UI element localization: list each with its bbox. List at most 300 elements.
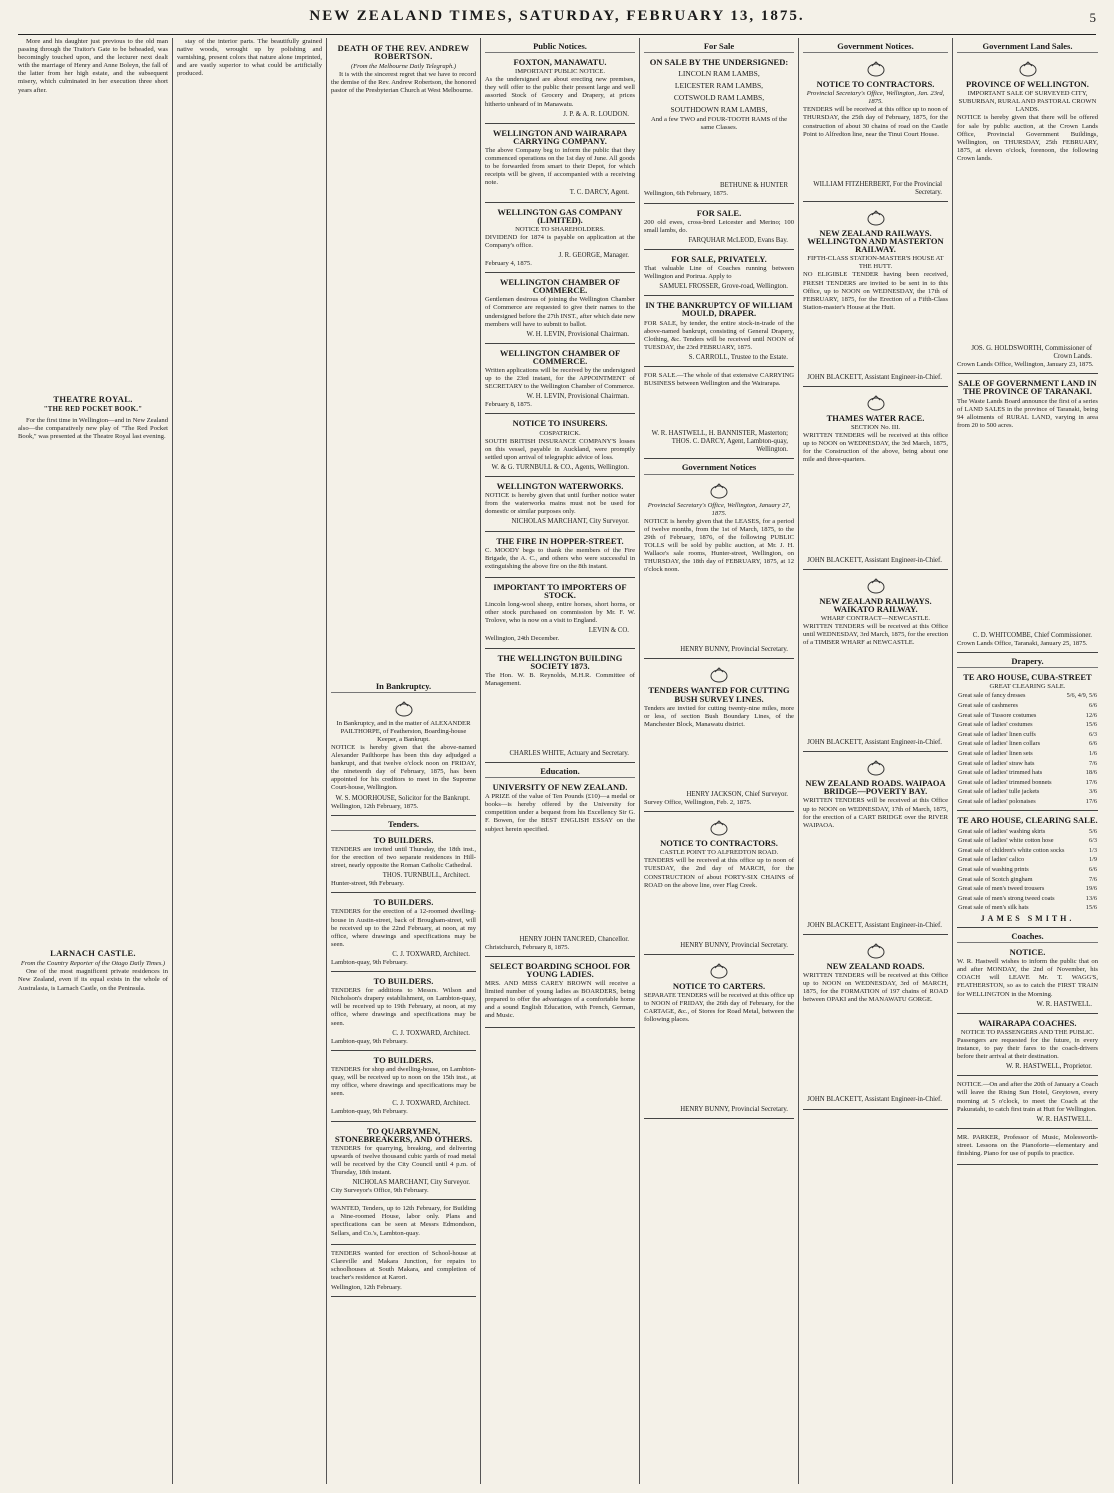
date: Lambton-quay, 9th February. <box>331 1037 408 1045</box>
coat-of-arms-icon <box>707 819 731 837</box>
ad-subtitle: IMPORTANT PUBLIC NOTICE. <box>515 68 605 76</box>
ad-title: PROVINCE OF WELLINGTON. <box>966 79 1089 90</box>
ad-body: As the undersigned are about erecting new premises, they will offer to the public their present large and well assorted Stock of Grocery and Drapery, at prices hitherto unheard of in Manawatu. <box>485 76 635 108</box>
bankruptcy-body: NOTICE is hereby given that the above-named Alexander Pailthorpe has been this day adjudged a bankrupt, and that twelve o'clock noon on FRIDAY, the nineteenth day of February, 1875, has been appointed for his creditors to meet in the Supreme Court-house, Wellington. <box>331 743 476 792</box>
stock-item: LEICESTER RAM LAMBS, <box>674 81 764 91</box>
coach-notice <box>957 945 1098 1014</box>
tender-ad <box>331 1053 476 1122</box>
item-name: Great sale of ladies' straw hats <box>958 759 1035 767</box>
item-price: 15/6 <box>1085 904 1097 912</box>
coat-of-arms-icon <box>707 482 731 500</box>
price-row <box>957 787 1098 797</box>
ad-title: TENDERS WANTED FOR CUTTING BUSH SURVEY LINES. <box>648 685 790 704</box>
ad-title: WAIRARAPA COACHES. <box>978 1017 1077 1028</box>
ad-title: NOTICE TO CARTERS. <box>672 980 766 991</box>
ad-body: WRITTEN TENDERS will be received at this Office up to NOON on WEDNESDAY, 17th of March, 1875, for the erection of a CART BRIDGE over the RIVER WAIPAOA. <box>803 797 948 829</box>
ad-body: Gentlemen desirous of joining the Wellington Chamber of Commerce are requested to give their names to the undersigned before the 27th INST., after which date new members will have to submit to ballot. <box>485 296 635 328</box>
ad-body: TENDERS are invited until Thursday, the 18th inst., for the erection of two separate residences in Hill-street, nearly opposite the Roman Catholic Cathedral. <box>331 845 476 870</box>
article-source: From the Country Reporter of the Otago Daily Times.) <box>20 960 166 968</box>
tender-ad <box>331 974 476 1051</box>
ad-title: WELLINGTON CHAMBER OF COMMERCE. <box>499 347 621 366</box>
for-sale-ad <box>644 206 794 250</box>
item-price: 6/3 <box>1088 837 1097 845</box>
ad-body-continued <box>803 1006 948 1096</box>
ad-body-continued <box>644 1026 794 1106</box>
column-3 <box>326 38 476 1484</box>
ad-subtitle: NOTICE TO PASSENGERS AND THE PUBLIC. <box>960 1028 1095 1036</box>
stock-list <box>644 68 794 116</box>
signature: NICHOLAS MARCHANT, City Surveyor. <box>511 518 629 526</box>
item-price: 1/3 <box>1088 846 1097 854</box>
ad-subtitle: NOTICE TO SHAREHOLDERS. <box>515 225 605 233</box>
government-notice <box>803 937 948 1110</box>
signature: FARQUHAR McLEOD, Evans Bay. <box>688 236 788 244</box>
ad-body: TENDERS for shop and dwelling-house, on Lambton-quay, will be received up to noon on the 15th inst., at my office, where drawings and specifications may be seen. <box>331 1065 476 1098</box>
article-body: For the first time in Wellington—and in New Zealand also—the comparatively new play of "The Red Pocket Book," was presented at the Theatre Royal last evening. <box>18 416 168 441</box>
item-price: 6/6 <box>1088 865 1097 873</box>
ad-subtitle: WHARF CONTRACT—NEWCASTLE. <box>820 614 931 622</box>
price-list <box>957 827 1098 913</box>
ad-body: A PRIZE of the value of Ten Pounds (£10)—a medal or books—is hereby offered by the University for competition under a bequest from his Excellency Sir G. F. Bowen, for the BEST ENGLISH ESSAY on the subject herein specified. <box>485 793 635 833</box>
column-4 <box>480 38 635 1484</box>
date: Crown Lands Office, Wellington, January 23, 1875. <box>957 361 1094 369</box>
ad-body: MR. PARKER, Professor of Music, Molesworth-street. Lessons on the Pianoforte—elementary and finishing. Piano for use of pupils to practice. <box>957 1133 1098 1157</box>
section-heading-coaches: Coaches. <box>957 932 1098 943</box>
item-price: 5/6 <box>1088 827 1097 835</box>
public-notice <box>485 534 635 578</box>
item-price: 17/6 <box>1085 778 1097 786</box>
ad-extra: And a few TWO and FOUR-TOOTH RAMS of the same Classes. <box>650 116 787 132</box>
ad-title: TE ARO HOUSE, CLEARING SALE. <box>957 815 1098 826</box>
price-row <box>957 711 1098 721</box>
signature: JOHN BLACKETT, Assistant Engineer-in-Chief. <box>807 556 942 564</box>
item-name: Great sale of ladies' linen collars <box>958 740 1041 748</box>
price-row <box>957 691 1098 701</box>
ad-title: NEW ZEALAND RAILWAYS. WELLINGTON AND MASTERTON RAILWAY. <box>807 227 944 255</box>
section-heading-for-sale: For Sale <box>644 42 794 53</box>
item-price: 18/6 <box>1085 769 1097 777</box>
signature: W. R. HASTWELL. <box>1036 1115 1092 1123</box>
item-price: 3/6 <box>1088 788 1097 796</box>
signature: WILLIAM FITZHERBERT, For the Provincial Secretary. <box>813 180 942 196</box>
for-sale-ad <box>644 252 794 296</box>
coat-of-arms-icon <box>864 60 888 78</box>
item-price: 6/6 <box>1088 740 1097 748</box>
date: February 4, 1875. <box>485 260 532 268</box>
government-notice <box>803 389 948 570</box>
ad-body: TENDERS for additions to Messrs. Wilson and Nicholson's drapery establishment, on Lambton-quay, will be received up to 19th February, at noon, at my office, where drawings and specifications may be seen. <box>331 987 476 1027</box>
date: Lambton-quay, 9th February. <box>331 959 408 966</box>
ad-body: Written applications will be received by the undersigned up to the 23rd instant, for the APPOINTMENT of SECRETARY to the Wellington Chamber of Commerce. <box>485 367 635 391</box>
section-heading-government-notices: Government Notices <box>644 463 794 474</box>
section-heading-public-notices: Public Notices. <box>485 42 635 53</box>
ad-title: WELLINGTON GAS COMPANY (LIMITED). <box>497 206 623 225</box>
article-body-continued <box>331 98 476 678</box>
ad-body: Lincoln long-wool sheep, entire horses, short horns, or other stock purchased on commission by Mr. F. W. Trolove, who is now on a visit to England. <box>485 601 635 625</box>
ad-body: WANTED, Tenders, up to 12th February, for Building a Nine-roomed House, labor only. Plans and specifications can be seen at Messrs Edmondson, Sellars, and Co.'s, Lambton-quay. <box>331 1205 476 1237</box>
item-name: Great sale of fancy dresses <box>958 692 1026 700</box>
stock-item: LINCOLN RAM LAMBS, <box>678 69 760 79</box>
signature: JOHN BLACKETT, Assistant Engineer-in-Chief. <box>807 921 942 929</box>
drapery-ad <box>957 670 1098 811</box>
page-number: 5 <box>1089 10 1096 25</box>
item-name: Great sale of ladies' tulle jackets <box>958 788 1040 796</box>
newspaper-columns <box>18 38 1098 1484</box>
ad-body: TENDERS for quarrying, breaking, and delivering upwards of twelve thousand cubic yards of road metal will be received by the City Council until 4 p.m. of Thursday, 18th instant. <box>331 1144 476 1176</box>
signature: S. CARROLL, Trustee to the Estate. <box>688 353 788 361</box>
ad-body-continued <box>803 314 948 374</box>
item-name: Great sale of ladies' white cotton hose <box>958 837 1054 845</box>
price-list <box>957 691 1098 806</box>
coat-of-arms-icon <box>864 577 888 595</box>
item-name: Great sale of ladies' washing skirts <box>958 827 1046 835</box>
column-6 <box>798 38 948 1484</box>
signature: HENRY BUNNY, Provincial Secretary. <box>680 941 788 949</box>
column-7 <box>952 38 1098 1484</box>
item-name: Great sale of men's strong tweed coats <box>958 894 1055 902</box>
stock-item: SOUTHDOWN RAM LAMBS, <box>670 105 768 115</box>
date: Wellington, 12th February, 1875. <box>331 802 419 810</box>
ad-body: NO ELIGIBLE TENDER having been received, FRESH TENDERS are invited to be sent in to this Office, up to NOON on WEDNESDAY, the 17th of FEBRUARY, 1875, for the Erection of a Fifth-Class Station-master's House at the Hutt. <box>803 271 948 311</box>
coat-of-arms-icon <box>707 962 731 980</box>
ad-body: NOTICE.—On and after the 20th of January a Coach will leave the Rising Sun Hotel, Greytown, every morning at 5 o'clock, to meet the Coach at the Pakuratahi, to catch first train at Hutt for Wellington. <box>957 1081 1098 1113</box>
price-row <box>957 730 1098 740</box>
article-heading: THEATRE ROYAL. <box>53 393 133 404</box>
office-line: Provincial Secretary's Office, Wellington, January 27, 1875. <box>647 501 791 517</box>
ad-title: UNIVERSITY OF NEW ZEALAND. <box>492 782 628 793</box>
ad-body: TENDERS will be received at this office up to noon of TUESDAY, the 2nd day of MARCH, for the CONSTRUCTION of about FORTY-SIX CHAINS of ROAD on the above line, over Flag Creek. <box>644 857 794 889</box>
ad-title: FOXTON, MANAWATU. <box>513 57 607 68</box>
signature: HENRY JACKSON, Chief Surveyor. <box>686 790 788 798</box>
section-heading-education: Education. <box>485 767 635 778</box>
date: Christchurch, February 8, 1875. <box>485 943 570 951</box>
ad-subtitle: GREAT CLEARING SALE. <box>989 683 1066 691</box>
ad-title: NEW ZEALAND ROADS. <box>826 960 925 971</box>
ad-body-continued <box>485 836 635 936</box>
article-subheading: "THE RED POCKET BOOK." <box>43 405 143 413</box>
article-body: It is with the sincerest regret that we have to record the demise of the Rev. Andrew Robertson, the honored pastor of the Presbyterian Church at West Melbourne. <box>331 71 476 95</box>
article-body: More and his daughter just previous to the old man passing through the Traitor's Gate to be beheaded, was becomingly touched upon, and the lecturer next dealt with the marriage of Henry and Anne Boleyn, the fall of the latter from her high estate, and the subsequent misery, which culminated in her execution three short years after. <box>18 38 168 94</box>
public-notice <box>485 55 635 124</box>
signature: C. J. TOXWARD, Architect. <box>392 1100 470 1108</box>
ad-body: NOTICE is hereby given that there will be offered for sale by public auction, at the Crown Lands Office, Provincial Government Buildings, Wellington, on THURSDAY, 25th FEBRUARY, 1875, at eleven o'clock, forenoon, the following Crown lands. <box>957 114 1098 162</box>
ad-body-continued <box>957 165 1098 345</box>
price-row <box>957 827 1098 837</box>
price-row <box>957 768 1098 778</box>
coat-of-arms-icon <box>707 666 731 684</box>
ad-title: SALE OF GOVERNMENT LAND IN THE PROVINCE OF TARANAKI. <box>958 378 1097 397</box>
section-heading-drapery: Drapery. <box>957 657 1098 668</box>
coat-of-arms-icon <box>392 700 416 718</box>
item-name: Great sale of men's silk hats <box>958 904 1029 912</box>
government-notice <box>803 572 948 753</box>
price-row <box>957 720 1098 730</box>
ad-body: WRITTEN TENDERS will be received at this Office until WEDNESDAY, 3rd March, 1875, for the erection of a TIMBER WHARF at NEWCASTLE. <box>803 622 948 647</box>
price-row <box>957 855 1098 865</box>
ad-subtitle: CASTLE POINT TO ALFREDTON ROAD. <box>659 849 779 857</box>
ad-body: MRS. AND MISS CAREY BROWN will receive a limited number of young ladies as BOARDERS, being prepared to offer the advantages of a comfortable home and a sound English Education, with French, German, and Music. <box>485 980 635 1020</box>
ad-body-continued <box>485 690 635 750</box>
signature: J. R. GEORGE, Manager. <box>558 251 629 259</box>
ad-title: TO BUILDERS. <box>373 1054 434 1065</box>
signature: J. P. & A. R. LOUDON. <box>563 110 629 118</box>
price-row <box>957 701 1098 711</box>
section-heading-tenders: Tenders. <box>331 820 476 831</box>
signature: HENRY BUNNY, Provincial Secretary. <box>680 646 788 654</box>
public-notice <box>485 275 635 344</box>
government-notice <box>644 477 794 660</box>
date: Crown Lands Office, Taranaki, January 25, 1875. <box>957 639 1088 647</box>
ad-body: NOTICE is hereby given that the LEASES, for a period of twelve months, from the 1st of March, 1875, to the 29th of February, 1876, of the following PUBLIC TOLLS will be sold by public auction, at Mr. J. H. Wallace's sale rooms, Hunter-street, Wellington, on THURSDAY, the 18th day of FEBRUARY, 1875, at 12 o'clock noon. <box>644 517 794 574</box>
date: Survey Office, Wellington, Feb. 2, 1875. <box>644 799 752 807</box>
ad-body-continued <box>803 832 948 922</box>
price-row <box>957 903 1098 913</box>
signature: HENRY JOHN TANCRED, Chancellor. <box>519 935 629 943</box>
signature: C. J. TOXWARD, Architect. <box>392 1029 470 1037</box>
ad-body: W. R. Hastwell wishes to inform the public that on and after MONDAY, the 2nd of November, his COACH will LEAVE Mr. T. WAGG'S, FEATHERSTON, so as to catch the FIRST TRAIN for WELLINGTON in the Morning. <box>957 958 1098 998</box>
item-name: Great sale of Scotch gingham <box>958 875 1033 883</box>
signature: W. H. LEVIN, Provisional Chairman. <box>526 330 629 338</box>
price-row <box>957 759 1098 769</box>
signature: JOHN BLACKETT, Assistant Engineer-in-Chief. <box>807 739 942 747</box>
signature: LEVIN & CO. <box>588 627 629 635</box>
ad-body: TENDERS for the erection of a 12-roomed dwelling-house in Austin-street, back of Brougham-street, will be received up to the 22nd February, at noon, at my office, where drawings and specifications may be seen. <box>331 908 476 948</box>
column-1 <box>18 38 168 1484</box>
tender-ad <box>331 1124 476 1201</box>
tender-ad <box>331 833 476 894</box>
ad-subtitle: FIFTH-CLASS STATION-MASTER'S HOUSE AT THE HUTT. <box>807 255 944 271</box>
ad-title: IN THE BANKRUPTCY OF WILLIAM MOULD, DRAPER. <box>645 300 793 319</box>
item-name: Great sale of ladies' trimmed bonnets <box>958 778 1052 786</box>
ad-body: 200 old ewes, cross-bred Leicester and Merino; 100 small lambs, do. <box>644 218 794 234</box>
item-price: 13/6 <box>1085 894 1097 902</box>
price-row <box>957 797 1098 807</box>
public-notice <box>485 479 635 531</box>
ad-body: SEPARATE TENDERS will be received at this office up to NOON of FRIDAY, the 26th day of February, for the CARTAGE, &c., of Stores for Road Metal, between the following places. <box>644 991 794 1024</box>
item-price: 6/6 <box>1088 701 1097 709</box>
signature: T. C. DARCY, Agent. <box>569 189 629 197</box>
education-notice <box>485 780 635 957</box>
signature: W. R. HASTWELL. <box>1036 1000 1092 1008</box>
tender-ad <box>331 1247 476 1297</box>
item-price: 17/6 <box>1085 797 1097 805</box>
price-row <box>957 894 1098 904</box>
column-2 <box>172 38 322 1484</box>
government-notice <box>803 55 948 202</box>
article-source: (From the Melbourne Daily Telegraph.) <box>350 63 457 71</box>
item-price: 19/6 <box>1085 885 1097 893</box>
date: February 8, 1875. <box>485 401 532 409</box>
education-notice <box>485 959 635 1028</box>
item-name: Great sale of washing prints <box>958 865 1029 873</box>
coach-notice <box>957 1016 1098 1077</box>
ad-body: FOR SALE.—The whole of that extensive CARRYING BUSINESS between Wellington and the Wairarapa. <box>644 371 794 388</box>
signature: W. R. HASTWELL, H. BANNISTER, Masterton; THOS. C. DARCY, Agent, Lambton-quay, Wellington. <box>651 430 788 454</box>
article-body: One of the most magnificent private residences in New Zealand, even if its equal exists in the whole of Australasia, is Larnach Castle, on the Peninsula. <box>18 968 168 992</box>
ad-title: TO BUILDERS. <box>373 897 434 908</box>
ad-title: TE ARO HOUSE, CUBA-STREET <box>963 672 1092 683</box>
ad-body: TENDERS will be received at this office up to noon of THURSDAY, the 25th day of February, 1875, for the construction of about 30 chains of road on the Castle Point to Alfredton line, near the Tinui Court House. <box>803 106 948 138</box>
drapery-ad <box>957 813 1098 928</box>
article-heading: DEATH OF THE REV. ANDREW ROBERTSON. <box>337 43 470 62</box>
price-row <box>957 749 1098 759</box>
government-notice <box>644 661 794 812</box>
ad-body: WRITTEN TENDERS will be received at this office up to NOON on WEDNESDAY, the 3rd March, 1875, for the Construction of the above, being about one mile and three-quarters. <box>803 432 948 464</box>
price-row <box>957 739 1098 749</box>
ad-title: THAMES WATER RACE. <box>826 412 925 423</box>
ad-body: TENDERS wanted for erection of School-house at Clareville and Makara Junction, for repairs to schoolhouses at South Makara, and completion of teacher's residence at Karori. <box>331 1249 476 1281</box>
land-sale-notice <box>957 55 1098 374</box>
item-price: 7/6 <box>1088 875 1097 883</box>
coat-of-arms-icon <box>1016 60 1040 78</box>
coat-of-arms-icon <box>864 942 888 960</box>
item-name: Great sale of cashmeres <box>958 701 1018 709</box>
ad-body-continued <box>803 467 948 557</box>
date: Wellington, 24th December. <box>485 635 560 643</box>
section-heading-government-notices: Government Notices. <box>803 42 948 53</box>
coat-of-arms-icon <box>864 759 888 777</box>
ad-body-continued <box>644 892 794 942</box>
public-notice <box>485 651 635 763</box>
toll-list <box>644 576 794 646</box>
land-sale-notice <box>957 376 1098 653</box>
ad-body-continued <box>644 731 794 791</box>
signature: JOHN BLACKETT, Assistant Engineer-in-Chief. <box>807 1096 942 1104</box>
price-row <box>957 846 1098 856</box>
ad-body-continued <box>803 141 948 181</box>
date: City Surveyor's Office, 9th February. <box>331 1187 429 1195</box>
ad-body-continued <box>957 432 1098 632</box>
signature: SAMUEL FROSSER, Grove-road, Wellington. <box>659 283 788 291</box>
signature: BETHUNE & HUNTER <box>720 182 788 190</box>
ad-body: Passengers are requested for the future, in every instance, to pay their fares to the coach-drivers before their arrival at their destination. <box>957 1036 1098 1061</box>
signature: C. J. TOXWARD, Architect. <box>392 950 470 958</box>
ad-body: The above Company beg to inform the public that they commenced operations on the 1st day of June. All goods to be forwarded from smart to their Depot, for which receipts will be given, if accompanied with a receiving note. <box>485 146 635 187</box>
date: Lambton-quay, 9th February. <box>331 1108 408 1116</box>
ad-title: THE FIRE IN HOPPER-STREET. <box>496 535 624 546</box>
ad-body: C. MOODY begs to thank the members of the Fire Brigade, the A. C., and others who were successful in extinguishing the above fire on the 8th instant. <box>485 546 635 570</box>
ad-body-continued <box>803 649 948 739</box>
ad-title: FOR SALE. <box>696 207 742 218</box>
item-price: 5/6, 4/9, 5/6 <box>1066 692 1097 700</box>
ad-body: The Waste Lands Board announce the first of a series of LAND SALES in the province of Taranaki, being 94 allotments of RURAL LAND, varying in area from 20 to 500 acres. <box>957 397 1098 429</box>
signature: C. D. WHITCOMBE, Chief Commissioner. <box>972 631 1092 639</box>
signature: JOHN BLACKETT, Assistant Engineer-in-Chief. <box>807 373 942 381</box>
item-name: Great sale of ladies' trimmed hats <box>958 769 1043 777</box>
public-notice <box>485 205 635 274</box>
signature: NICHOLAS MARCHANT, City Surveyor. <box>352 1179 470 1187</box>
signature: JOS. G. HOLDSWORTH, Commissioner of Crown Lands. <box>971 345 1092 361</box>
public-notice <box>485 346 635 415</box>
ad-body-continued <box>644 132 794 182</box>
signature: HENRY BUNNY, Provincial Secretary. <box>680 1106 788 1114</box>
bankruptcy-notice <box>331 695 476 816</box>
item-price: 1/9 <box>1088 856 1097 864</box>
signature: THOS. TURNBULL, Architect. <box>382 872 470 880</box>
item-name: Great sale of ladies' costumes <box>958 721 1033 729</box>
government-notice <box>644 814 794 955</box>
ad-title: TO BUILDERS. <box>373 834 434 845</box>
stock-item: COTSWOLD RAM LAMBS, <box>673 93 765 103</box>
ad-subtitle: COSPATRICK. <box>539 429 581 437</box>
office-line: Provincial Secretary's Office, Wellington, Jan. 23rd, 1875. <box>806 90 945 106</box>
item-name: Great sale of ladies' polonaises <box>958 797 1036 805</box>
item-name: Great sale of ladies' calico <box>958 856 1025 864</box>
coat-of-arms-icon <box>864 394 888 412</box>
government-notice <box>803 204 948 387</box>
ad-title: WELLINGTON AND WAIRARAPA CARRYING COMPANY. <box>492 127 628 146</box>
price-row <box>957 778 1098 788</box>
public-notice <box>485 416 635 477</box>
bankruptcy-caption: In Bankruptcy, and in the matter of ALEXANDER PAILTHORPE, of Featherston, Boarding-house Keeper, a Bankrupt. <box>336 719 471 743</box>
ad-body: Tenders are invited for cutting twenty-nine miles, more or less, of section Bush Boundary Lines, of the Manchester Block, Manawatu district. <box>644 704 794 728</box>
article-body-continued <box>18 97 168 389</box>
government-notice <box>644 957 794 1120</box>
ad-body: DIVIDEND for 1874 is payable on application at the Company's office. <box>485 233 635 249</box>
ad-title: NOTICE TO INSURERS. <box>512 418 608 429</box>
public-notice <box>485 580 635 649</box>
ad-title: TO BUILDERS. <box>373 976 434 987</box>
item-price: 1/6 <box>1088 749 1097 757</box>
article-heading: LARNACH CASTLE. <box>50 948 136 959</box>
ad-subtitle: SECTION No. III. <box>850 424 901 432</box>
item-name: Great sale of ladies' linen sets <box>958 749 1033 757</box>
ad-body-continued <box>644 390 794 430</box>
ad-body: The Hon. W. B. Reynolds, M.H.R. Committee of Management. <box>485 671 635 687</box>
ad-title: NEW ZEALAND ROADS. WAIPAOA BRIDGE—POVERTY BAY. <box>805 778 946 797</box>
ad-title: SELECT BOARDING SCHOOL FOR YOUNG LADIES. <box>489 960 631 979</box>
newspaper-title: NEW ZEALAND TIMES, SATURDAY, FEBRUARY 13, 1875. <box>309 8 805 24</box>
for-sale-ad <box>644 55 794 203</box>
date: Wellington, 6th February, 1875. <box>644 190 729 198</box>
coach-notice <box>957 1078 1098 1128</box>
ad-body: FOR SALE, by tender, the entire stock-in-trade of the above-named bankrupt, consisting of General Drapery, Clothing, &c. Tenders will be received until NOON of TUESDAY, the 23rd FEBRUARY, 1875. <box>644 319 794 351</box>
ad-title: FOR SALE, PRIVATELY. <box>671 253 767 264</box>
ad-body: NOTICE is hereby given that until further notice water from the waterworks mains must not be used for domestic or similar purposes only. <box>485 492 635 516</box>
item-price: 15/6 <box>1085 721 1097 729</box>
signature: W. H. LEVIN, Provisional Chairman. <box>526 393 629 401</box>
price-row <box>957 836 1098 846</box>
column-5 <box>639 38 794 1484</box>
ad-title: WELLINGTON CHAMBER OF COMMERCE. <box>499 277 621 296</box>
section-heading-land-sales: Government Land Sales. <box>957 42 1098 53</box>
public-notice <box>485 126 635 203</box>
signature: W. S. MOORHOUSE, Solicitor for the Bankrupt. <box>335 794 470 802</box>
coat-of-arms-icon <box>864 209 888 227</box>
ad-title: NEW ZEALAND RAILWAYS. WAIKATO RAILWAY. <box>819 595 932 614</box>
section-heading-bankruptcy: In Bankruptcy. <box>331 682 476 693</box>
article-body-continued <box>18 443 168 943</box>
ad-title: TO QUARRYMEN, STONEBREAKERS, AND OTHERS. <box>334 1125 473 1144</box>
item-price: 12/6 <box>1085 711 1097 719</box>
music-notice <box>957 1131 1098 1165</box>
masthead <box>18 8 1096 35</box>
tender-ad <box>331 1202 476 1244</box>
signature: CHARLES WHITE, Actuary and Secretary. <box>509 749 629 757</box>
item-name: Great sale of men's tweed trousers <box>958 885 1045 893</box>
ad-subtitle: IMPORTANT SALE OF SURVEYED CITY, SUBURBAN, RURAL AND PASTORAL CROWN LANDS. <box>958 90 1097 114</box>
item-name: Great sale of ladies' linen cuffs <box>958 730 1036 738</box>
ad-body: WRITTEN TENDERS will be received at this Office up to NOON on WEDNESDAY, 3rd of MARCH, 1875, for the FORMATION of 197 chains of ROAD between OPAKI and the MANAWATU GORGE. <box>803 972 948 1004</box>
for-sale-ad <box>644 369 794 459</box>
item-name: Great sale of children's white cotton socks <box>958 846 1065 854</box>
signature: W. R. HASTWELL, Proprietor. <box>1005 1063 1092 1071</box>
ad-title: IMPORTANT TO IMPORTERS OF STOCK. <box>493 581 627 600</box>
signature: W. & G. TURNBULL & CO., Agents, Wellington. <box>491 463 629 471</box>
price-row <box>957 865 1098 875</box>
tender-ad <box>331 895 476 972</box>
ad-body: SOUTH BRITISH INSURANCE COMPANY'S losses on this vessel, payable in Auckland, were promptly settled upon arrival of telegraphic advice of loss. <box>485 437 635 461</box>
